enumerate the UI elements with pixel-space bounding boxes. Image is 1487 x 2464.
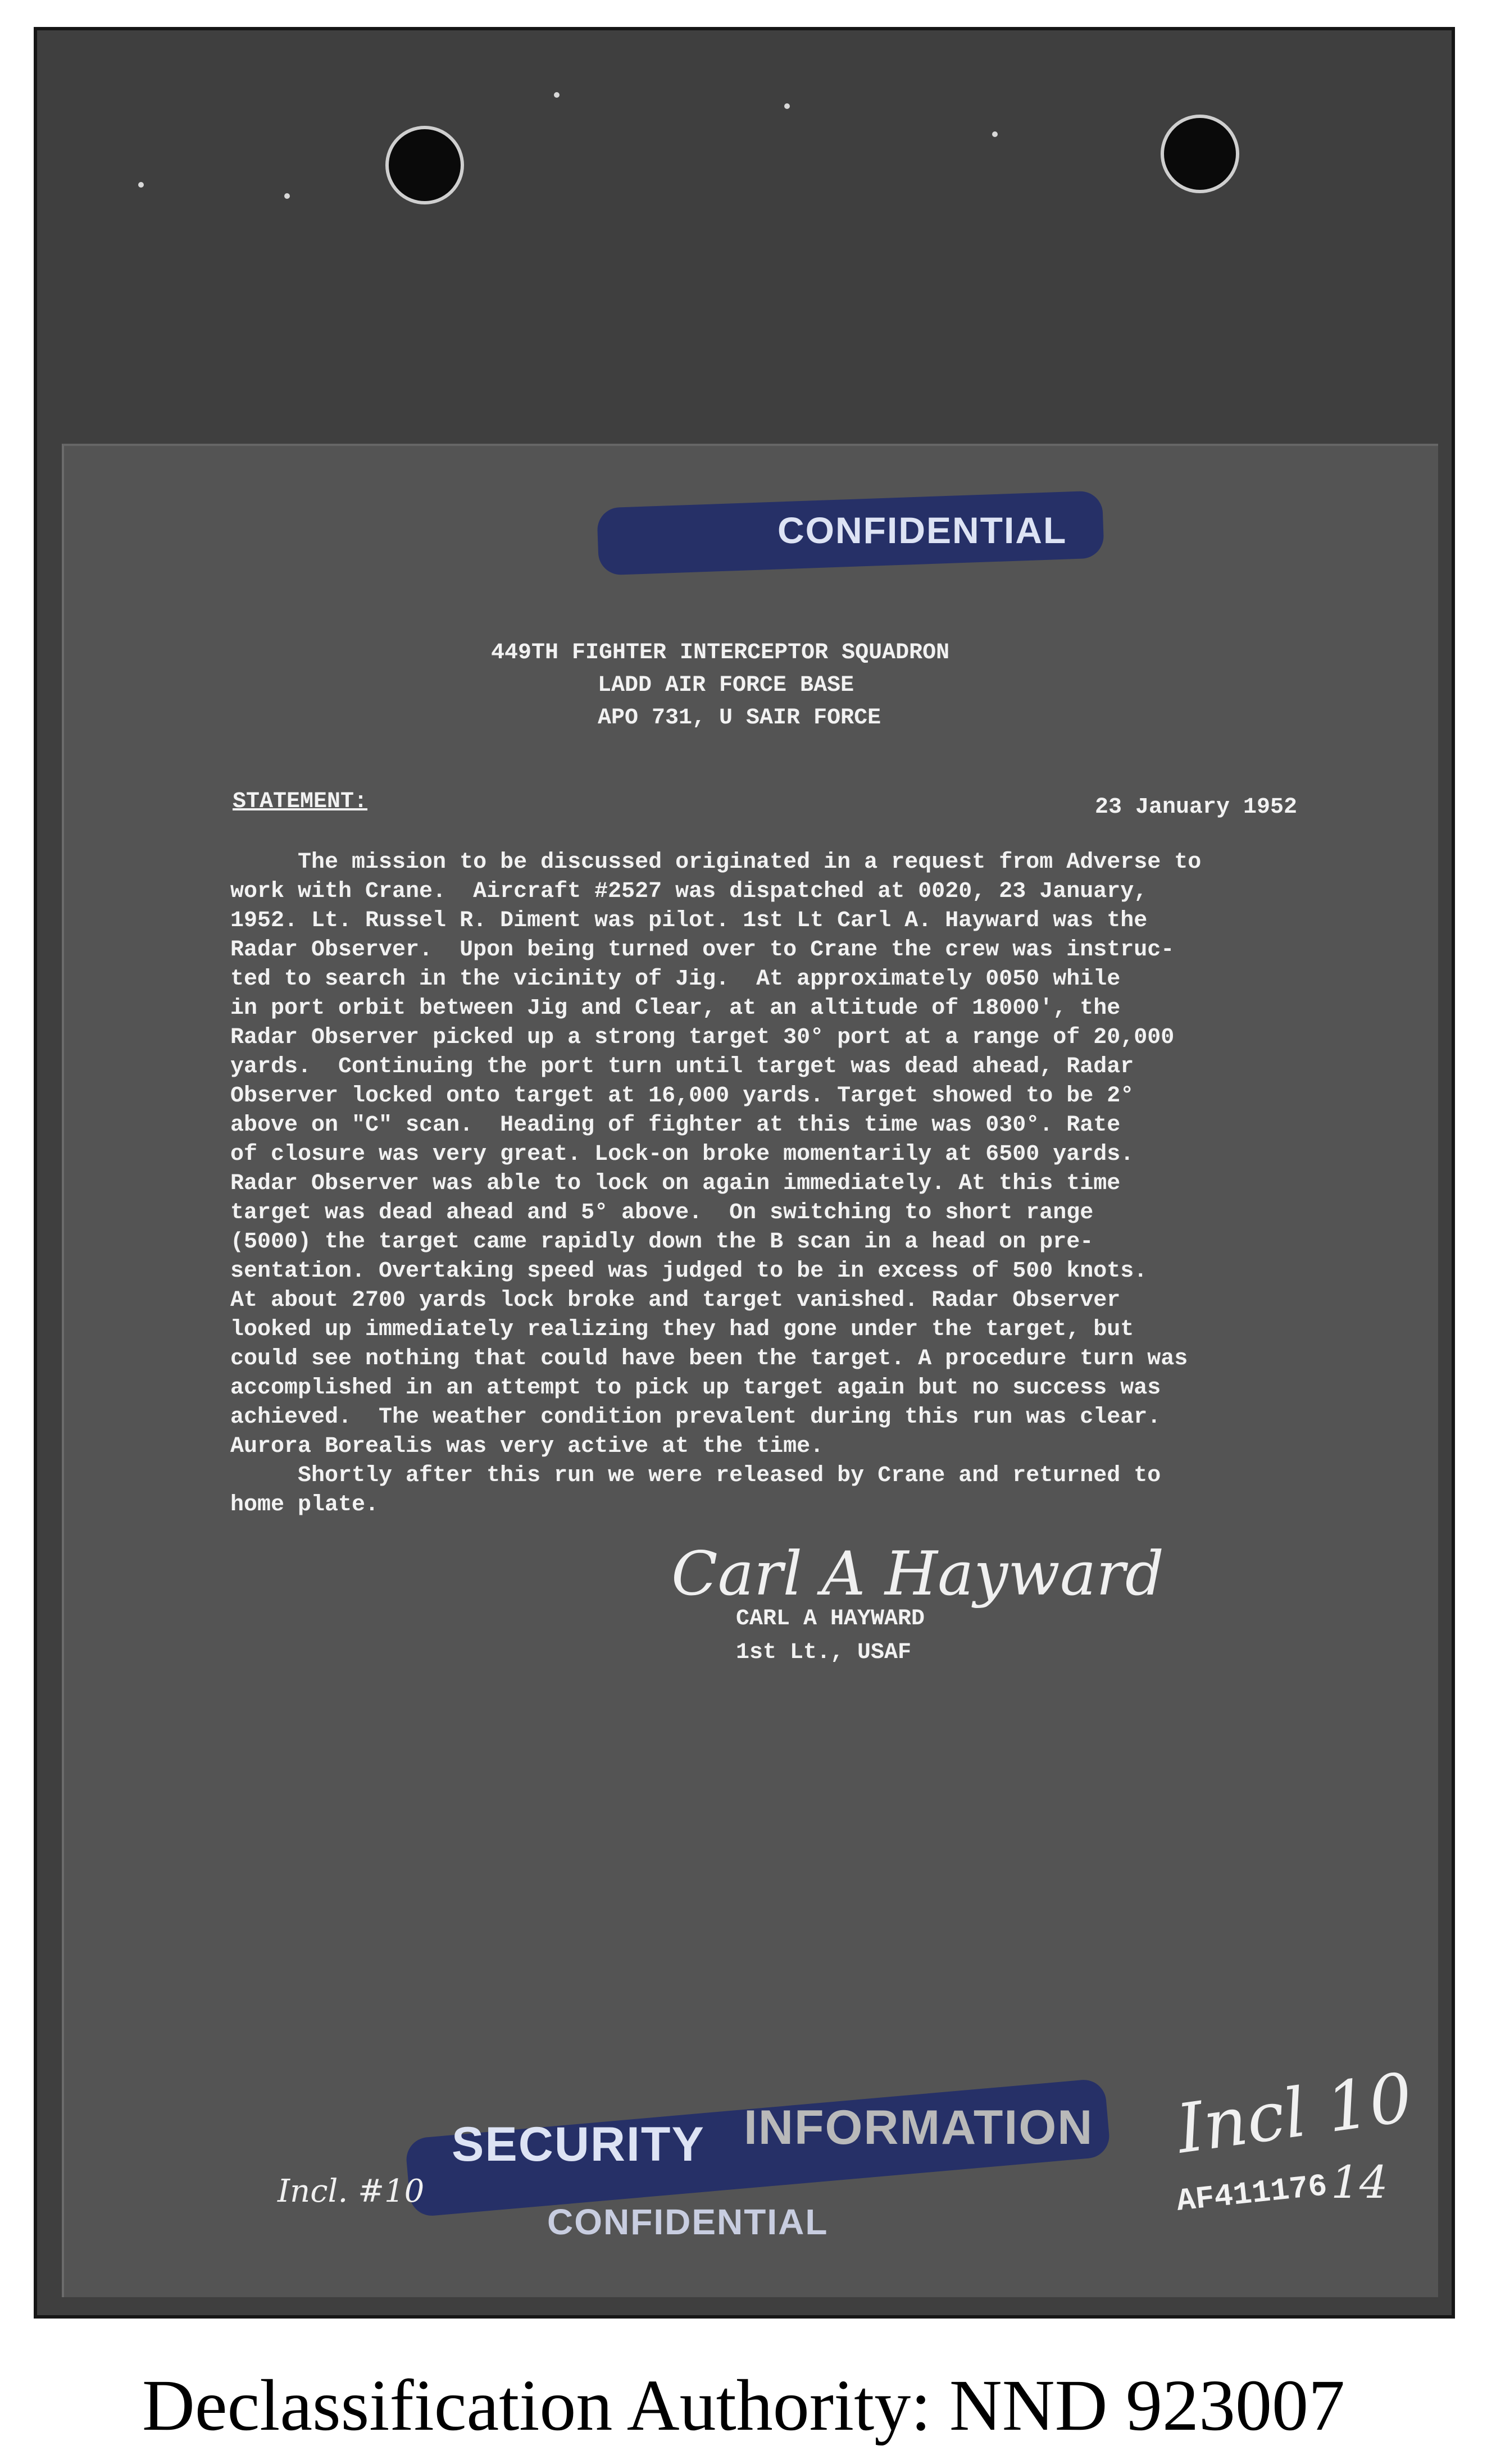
statement-label: STATEMENT:	[233, 789, 368, 814]
handwritten-signature: Carl A Hayward	[671, 1539, 1165, 1609]
body-line: Observer locked onto target at 16,000 yards. Target showed to be 2°	[230, 1083, 1134, 1109]
file-number: AF411176	[1175, 2168, 1329, 2220]
body-line: achieved. The weather condition prevalent during this run was clear.	[230, 1405, 1161, 1430]
signer-rank: 1st Lt., USAF	[736, 1640, 912, 1665]
dust-speck	[138, 182, 144, 188]
header-unit: 449TH FIGHTER INTERCEPTOR SQUADRON	[491, 640, 950, 666]
dust-speck	[784, 103, 790, 109]
statement-body	[230, 848, 1298, 1520]
body-line: The mission to be discussed originated in a request from Adverse to	[230, 850, 1202, 875]
body-line: Radar Observer picked up a strong target 30° port at a range of 20,000	[230, 1025, 1175, 1050]
page-number: 14	[1331, 2156, 1388, 2208]
body-line: of closure was very great. Lock-on broke momentarily at 6500 yards.	[230, 1142, 1134, 1167]
body-line: Radar Observer was able to lock on again immediately. At this time	[230, 1171, 1121, 1196]
body-line: in port orbit between Jig and Clear, at an altitude of 18000', the	[230, 996, 1121, 1021]
inclosure-note-right: Incl 10	[1172, 2058, 1417, 2169]
binder-hole-left	[385, 126, 464, 204]
document-date: 23 January 1952	[1095, 795, 1298, 820]
information-stamp: INFORMATION	[744, 2101, 1094, 2155]
binder-hole-right	[1161, 115, 1239, 193]
body-line: target was dead ahead and 5° above. On switching to short range	[230, 1200, 1094, 1226]
body-line: 1952. Lt. Russel R. Diment was pilot. 1st Lt Carl A. Hayward was the	[230, 908, 1148, 933]
body-line: accomplished in an attempt to pick up target again but no success was	[230, 1376, 1161, 1401]
security-stamp: SECURITY	[452, 2117, 705, 2171]
body-line: Aurora Borealis was very active at the time.	[230, 1434, 824, 1459]
body-line: work with Crane. Aircraft #2527 was dispatched at 0020, 23 January,	[230, 879, 1148, 904]
body-line: looked up immediately realizing they had gone under the target, but	[230, 1317, 1134, 1342]
body-line: could see nothing that could have been the target. A procedure turn was	[230, 1346, 1188, 1372]
body-line: ted to search in the vicinity of Jig. At approximately 0050 while	[230, 967, 1121, 992]
body-line: Radar Observer. Upon being turned over to Crane the crew was instruc-	[230, 937, 1175, 963]
confidential-stamp-top: CONFIDENTIAL	[777, 509, 1067, 551]
body-line: At about 2700 yards lock broke and target vanished. Radar Observer	[230, 1288, 1121, 1313]
body-line: (5000) the target came rapidly down the B scan in a head on pre-	[230, 1229, 1094, 1255]
body-line: above on "C" scan. Heading of fighter at this time was 030°. Rate	[230, 1113, 1121, 1138]
body-line: home plate.	[230, 1492, 379, 1518]
dust-speck	[554, 92, 560, 98]
inclosure-note-left: Incl. #10	[278, 2173, 425, 2210]
signer-name: CARL A HAYWARD	[736, 1606, 925, 1632]
dust-speck	[284, 193, 290, 199]
header-base: LADD AIR FORCE BASE	[598, 673, 854, 698]
dust-speck	[992, 131, 998, 137]
body-line: yards. Continuing the port turn until target was dead ahead, Radar	[230, 1054, 1134, 1080]
header-apo: APO 731, U SAIR FORCE	[598, 705, 881, 731]
body-line: Shortly after this run we were released by Crane and returned to	[230, 1463, 1161, 1488]
confidential-stamp-bottom: CONFIDENTIAL	[547, 2202, 829, 2242]
declassification-caption: Declassification Authority: NND 923007	[0, 2348, 1487, 2464]
body-line: sentation. Overtaking speed was judged to be in excess of 500 knots.	[230, 1259, 1148, 1284]
